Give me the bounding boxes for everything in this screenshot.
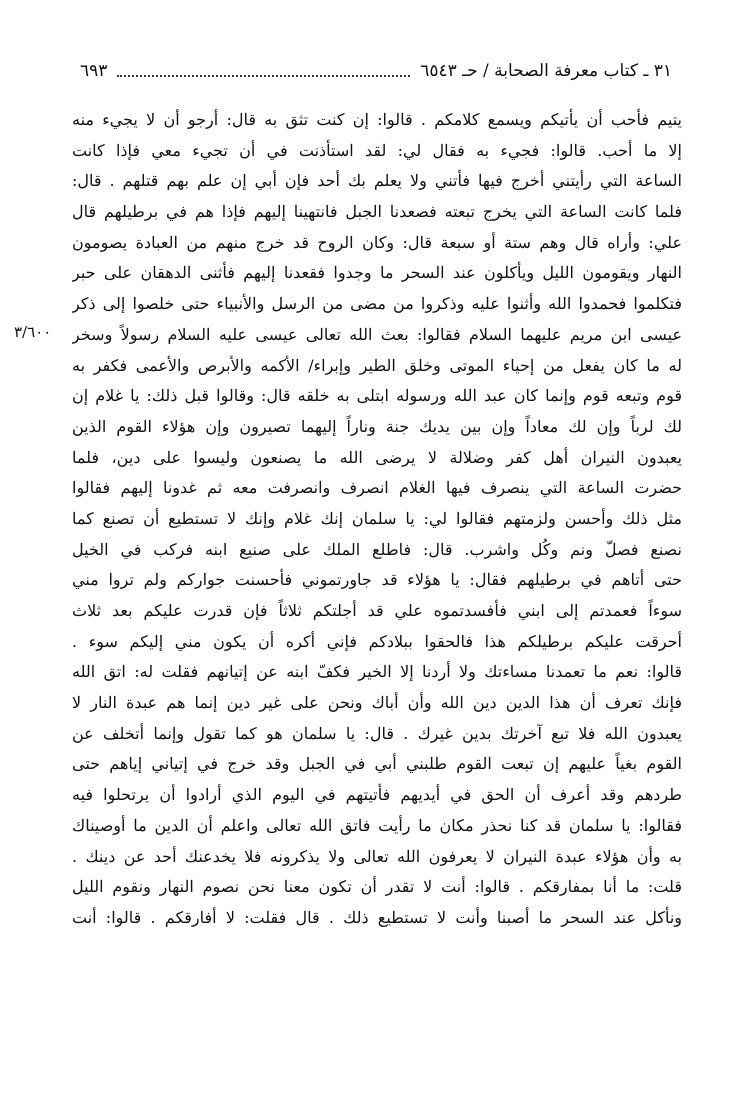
text-line: له ما كان يفعل من إحياء الموتى وخلق الطير وإبراء/ الأكمه والأبرص والأعمى فكفر به — [72, 355, 682, 375]
header-leader-dots — [117, 65, 410, 77]
text-line: يعبدون الله فلا تبع آخرتك بدين غيرك . قال: يا سلمان هو كما تقول وإنما أتخلف عن — [72, 723, 682, 743]
text-line: به وأن هؤلاء عبدة النيران لا يعرفون الله تعالى ولا يذكرونه فلا يخدعنك أحد عن دينك . — [72, 846, 682, 866]
text-line: لك لرباً وإن لك معاداً وإن بين يديك جنة وناراً إليهما تصيرون وإن هؤلاء القوم الذين — [72, 416, 682, 436]
header-title: ٣١ ـ كتاب معرفة الصحابة / حـ ٦٥٤٣ — [420, 61, 672, 81]
text-line: فتكلموا فحمدوا الله وأثنوا عليه وذكروا من مضى من الرسل والأنبياء حتى خلصوا إلى ذكر — [72, 294, 682, 314]
text-line: فإنك تعرف أن هذا الدين دين الله وأن أباك ونحن على غير دين إنما هم عبدة النار لا — [72, 693, 682, 713]
text-line: فقالوا: يا سلمان قد كنا نحذر مكان ما رأيت فاتق الله تعالى واعلم أن الدين ما أوصيناك — [72, 815, 682, 835]
text-line: ونأكل عند السحر ما أصبنا وأنت لا تستطيع ذلك . قال فقلت: لا أفارقكم . قالوا: أنت — [72, 907, 682, 927]
text-line: إلا ما أحب. قالوا: فجيء به فقال لي: لقد استأذنت في أن تجيء معي فإذا كانت — [72, 140, 682, 160]
text-line: مثل ذلك وأحسن ولزمتهم فقالوا لي: يا سلمان إنك غلام وإنك لا تستطيع أن تصنع كما — [72, 508, 682, 528]
text-line: يتيم فأحب أن يأتيكم ويسمع كلامكم . قالوا: إن كنت تثق به قال: أرجو أن لا يجيء منه — [72, 110, 682, 129]
page-number: ٦٩٣ — [80, 61, 108, 81]
text-line: سوءاً فعمدتم إلى ابني فأفسدتموه علي قد أجلتكم ثلاثاً فإن قدرت عليكم بعد ثلاث — [72, 601, 682, 620]
margin-reference: ٣/٦٠٠ — [14, 323, 52, 341]
running-header — [80, 58, 672, 84]
text-line: أحرقت عليكم برطيلكم هذا فالحقوا ببلادكم فإني أكره أن يكون مني إليكم سوء . — [72, 631, 682, 651]
text-line: النهار ويقومون الليل ويأكلون عند السحر ما وجدوا فقعدنا إليهم فأثنى الدهقان على حبر — [72, 263, 682, 283]
text-line: فلما كانت الساعة التي يخرج تبعته فصعدنا الجبل فانتهينا إليهم فإذا هم في برطيلهم قال — [72, 202, 682, 222]
text-line: القوم بغياً عليهم إن تبعت القوم طلبني أبي في الجبل وقد خرج في إتياني إياهم حتى — [72, 754, 682, 774]
text-line: قوم وتبعه قوم وإنما كان عبد الله ورسوله ابتلى به خلقه قال: وقالوا قبل ذلك: يا غلام إن — [72, 386, 682, 406]
text-line: الساعة التي رأيتني أخرج فيها فأتني ولا يعلم بك أحد فإن أبي إن علم بهم قتلهم . قال: — [72, 171, 682, 191]
text-line: عيسى ابن مريم عليهما السلام فقالوا: بعث الله تعالى عيسى عليه السلام رسولاً وسخر — [72, 324, 682, 344]
text-line: حضرت الساعة التي ينصرف فيها الغلام انصرف وانصرفت معه ثم غدونا إليهم فقالوا — [72, 478, 682, 498]
text-line: قالوا: نعم ما تعمدنا مساءتك ولا أردنا إلا الخير فكفّ ابنه عن إتيانهم فقلت له: اتق الله — [72, 662, 682, 682]
text-line: قلت: ما أنا بمفارقكم . قالوا: أنت لا تقدر أن تكون معنا نحن نصوم النهار ونقوم الليل — [72, 877, 682, 897]
text-line: حتى أتاهم في برطيلهم فقال: يا هؤلاء قد جاورتموني فأحسنت جواركم ولم تروا مني — [72, 570, 682, 590]
text-line: علي: وأراه قال وهم ستة أو سبعة قال: وكان الروح قد خرج منهم من العبادة يصومون — [72, 232, 682, 252]
text-line: نصنع فصلّ ونم وكُل واشرب. قال: فاطلع الملك على صنيع ابنه فركب في الخيل — [72, 539, 682, 559]
body-text — [72, 105, 682, 934]
text-line: طردهم وقد أعرف أن الحق في أيديهم فأتيتهم في اليوم الذي أرادوا أن يرتحلوا فيه — [72, 785, 682, 805]
text-line: يعبدون النيران أهل كفر وضلالة لا يرضى الله ما يصنعون وليسوا على دين، فلما — [72, 447, 682, 467]
